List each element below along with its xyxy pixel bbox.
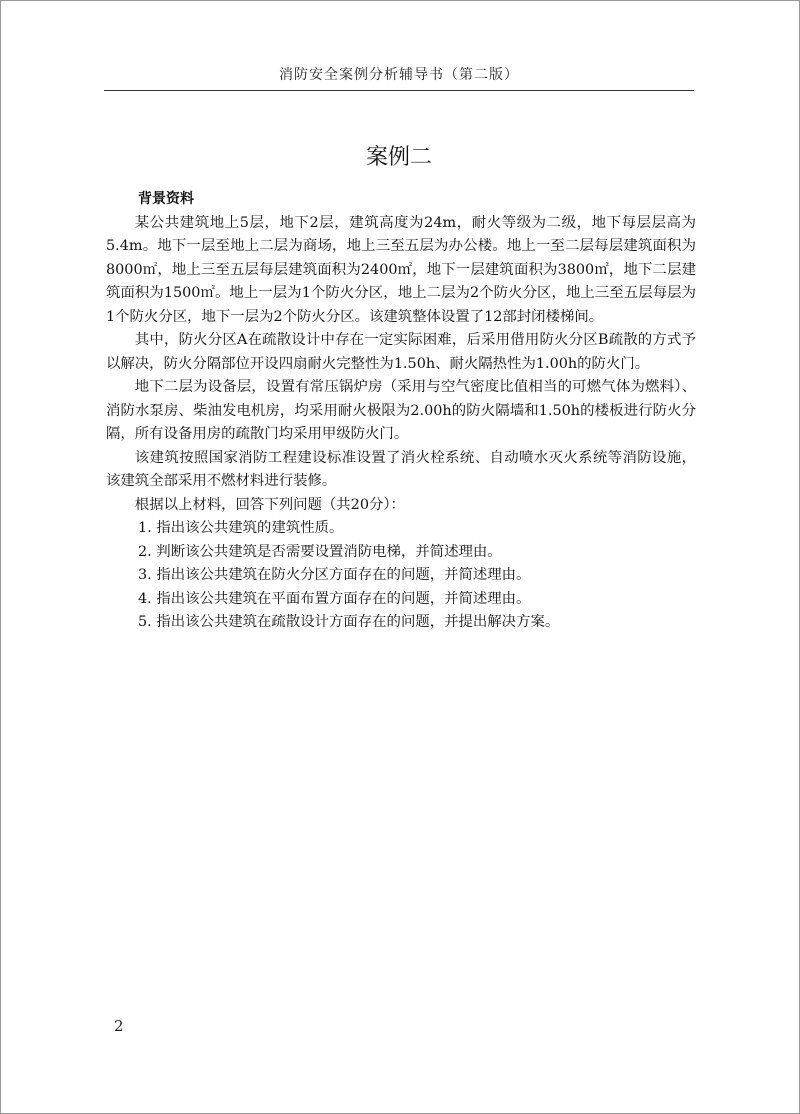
paragraph-fire-facilities: 该建筑按照国家消防工程建设标准设置了消火栓系统、自动喷水灭火系统等消防设施，该建筑全部采用不燃材料进行装修。 (106, 449, 696, 489)
question-item: 3. 指出该公共建筑在防火分区方面存在的问题，并简述理由。 (138, 567, 531, 583)
paragraph-equipment-floor: 地下二层为设备层，设置有常压锅炉房（采用与空气密度比值相当的可燃气体为燃料）、消防水泵房、柴油发电机房，均采用耐火极限为2.00h的防火隔墙和1.50h的楼板进行防火分隔，所有设备用房的疏散门均采用甲级防火门。 (106, 379, 696, 442)
case-title: 案例二 (365, 145, 432, 170)
running-header: 消防安全案例分析辅导书（第二版） (279, 67, 519, 83)
page-number: 2 (114, 1017, 124, 1035)
paragraph-fire-compartment-a: 其中，防火分区A在疏散设计中存在一定实际困难，后采用借用防火分区B疏散的方式予以解决，防火分隔部位开设四扇耐火完整性为1.50h、耐火隔热性为1.00h的防火门。 (106, 332, 696, 372)
paragraph-building-overview: 某公共建筑地上5层，地下2层，建筑高度为24m，耐火等级为二级，地下每层层高为5.4m。地下一层至地上二层为商场，地上三至五层为办公楼。地上一至二层每层建筑面积为8000㎡，地上三至五层每层建筑面积为2400㎡，地下一层建筑面积为3800㎡，地下二层建筑面积为1500㎡。地上一层为1个防火分区，地上二层为2个防火分区，地上三至五层每层为1个防火分区，地下一层为2个防火分区。该建筑整体设置了12部封闭楼梯间。 (106, 214, 696, 325)
question-item: 1. 指出该公共建筑的建筑性质。 (138, 520, 344, 536)
question-item: 5. 指出该公共建筑在疏散设计方面存在的问题，并提出解决方案。 (138, 614, 560, 630)
question-item: 4. 指出该公共建筑在平面布置方面存在的问题，并简述理由。 (138, 590, 531, 607)
header-rule (104, 90, 694, 91)
case-content (106, 188, 696, 635)
paragraph-instructions: 根据以上材料，回答下列问题（共20分）： (134, 496, 405, 513)
section-heading: 背景资料 (138, 191, 194, 207)
question-item: 2. 判断该公共建筑是否需要设置消防电梯，并简述理由。 (138, 543, 502, 560)
